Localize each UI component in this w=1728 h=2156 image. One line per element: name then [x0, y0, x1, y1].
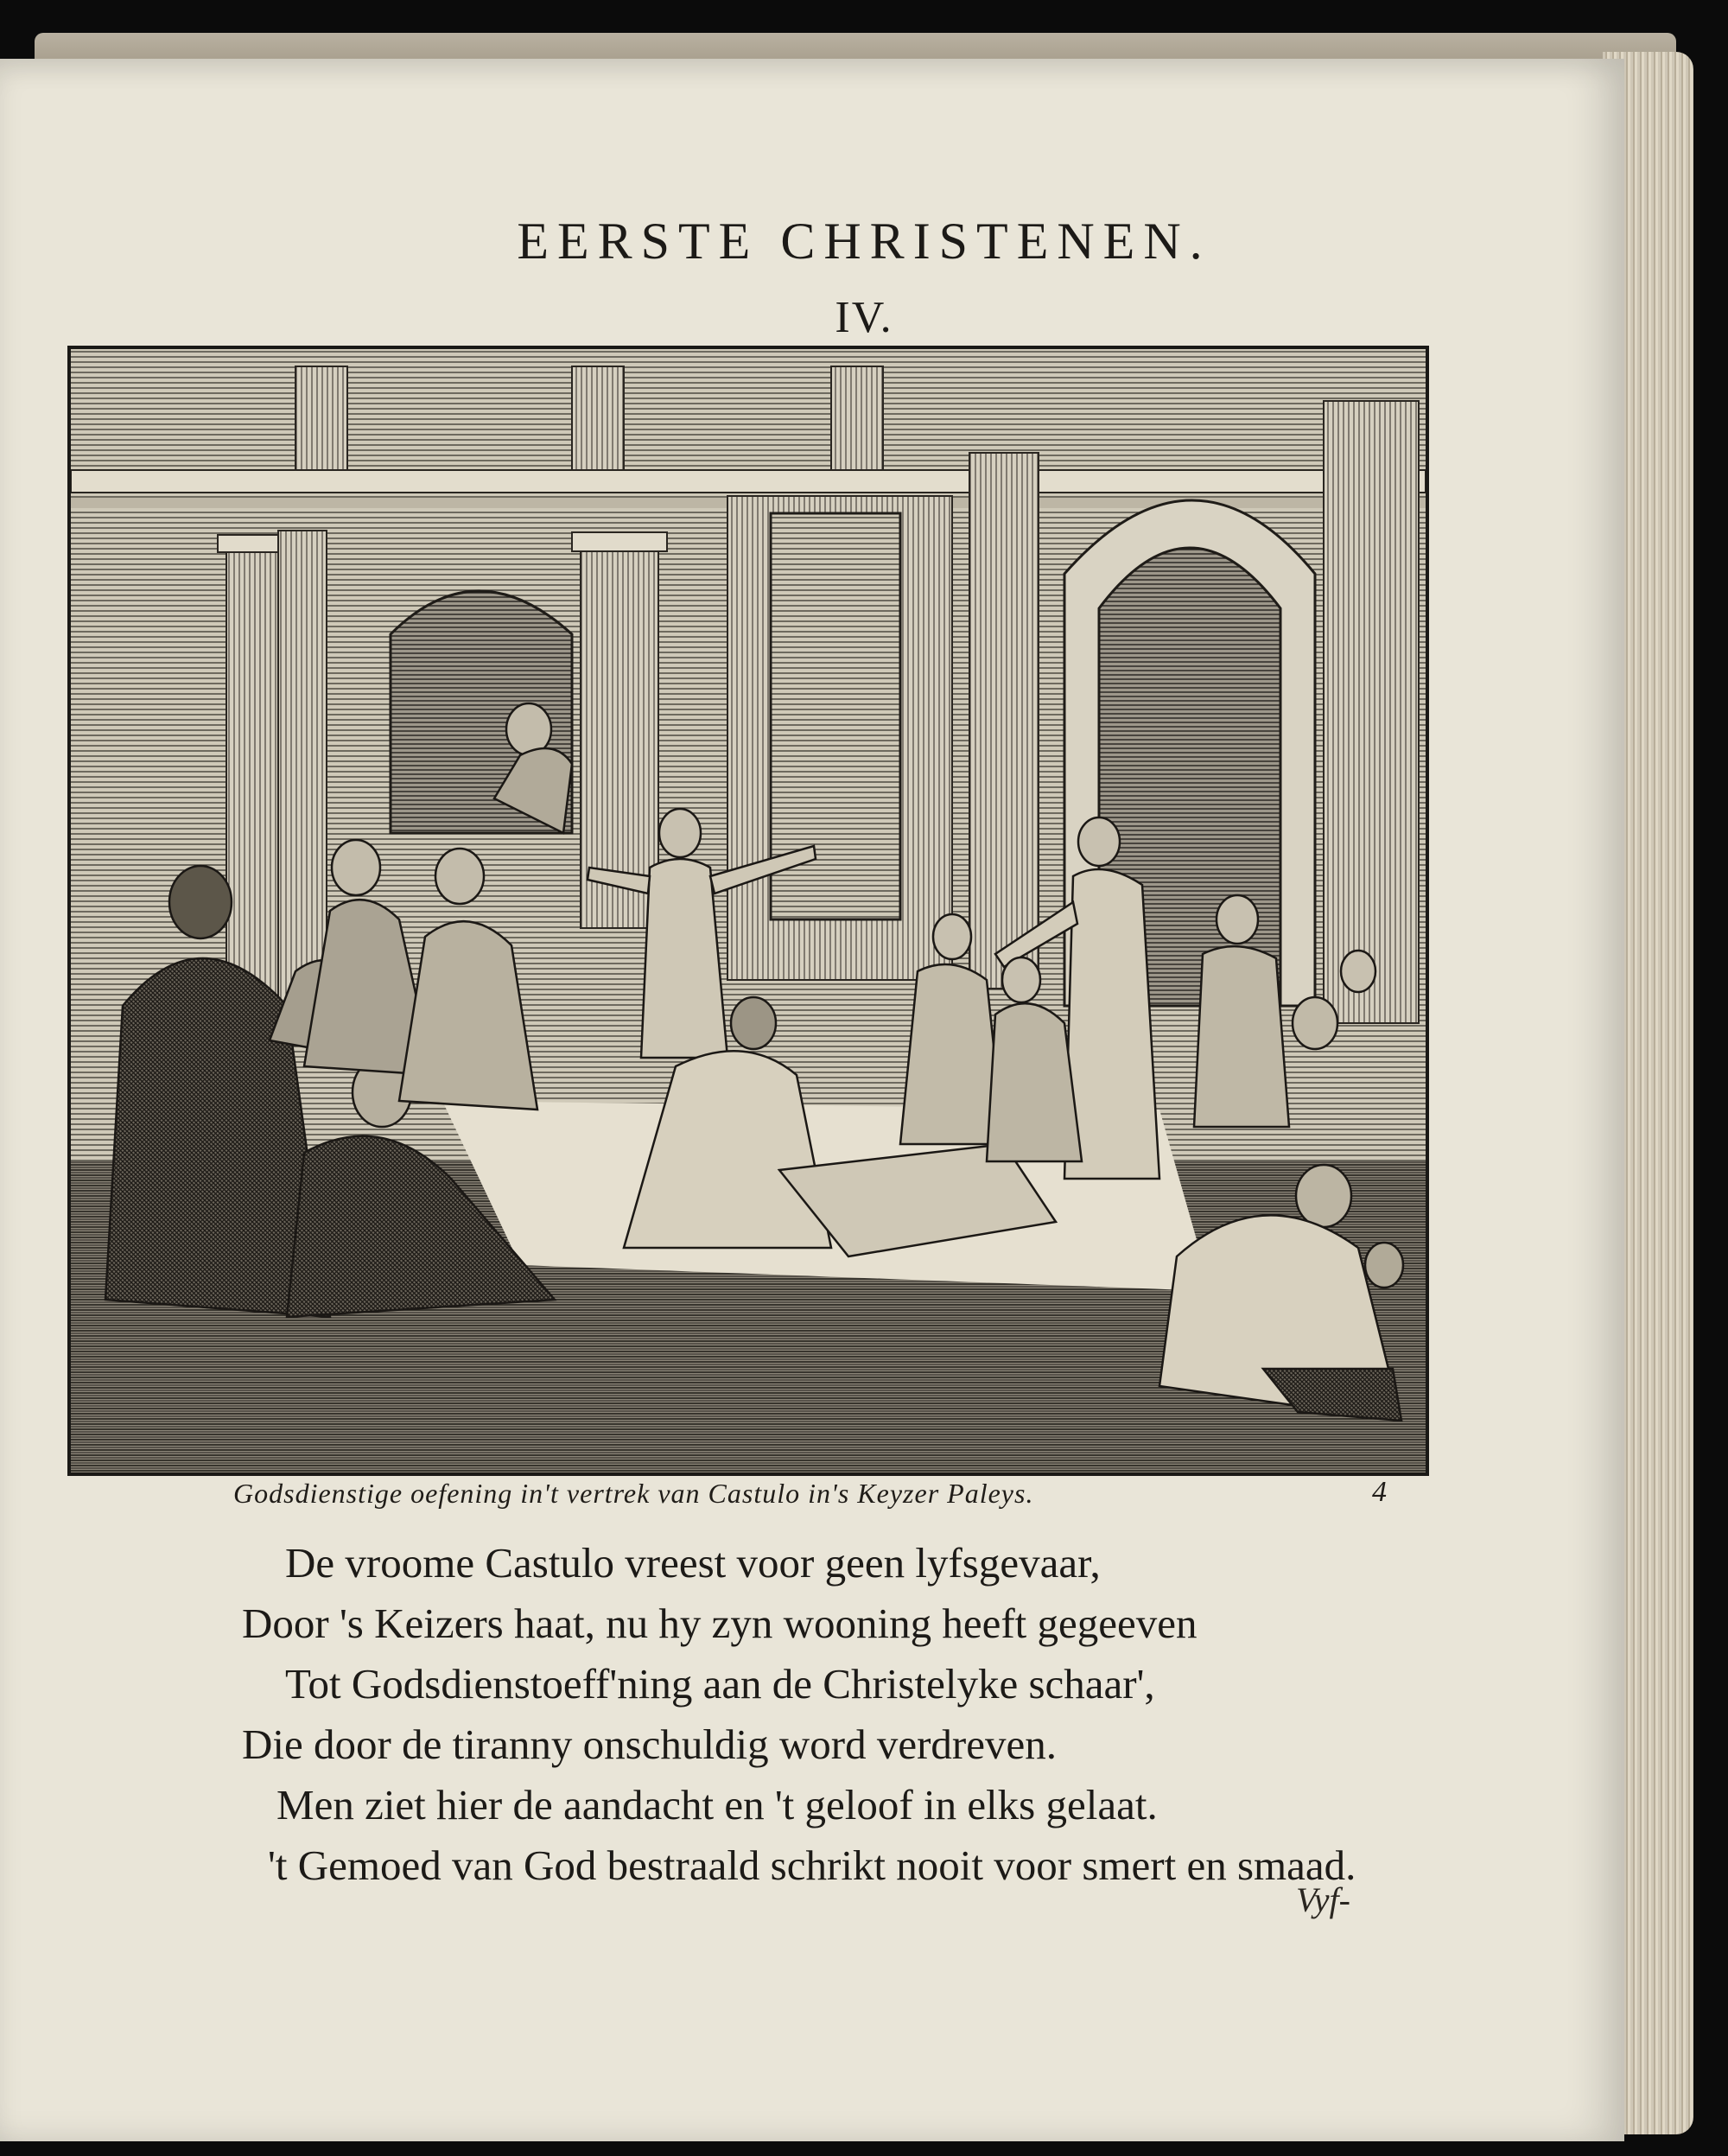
engraving-illustration [67, 346, 1429, 1476]
verse-line: Men ziet hier de aandacht en 't geloof in elks gelaat. [276, 1781, 1158, 1828]
verse-line: 't Gemoed van God bestraald schrikt nooit voor smert en smaad. [268, 1841, 1356, 1889]
running-head: EERSTE CHRISTENEN. [517, 213, 1211, 270]
verse-line: Die door de tiranny onschuldig word verdreven. [242, 1720, 1057, 1768]
plate-index: 4 [1372, 1476, 1387, 1508]
verse-line: Door 's Keizers haat, nu hy zyn wooning heeft gegeeven [242, 1600, 1198, 1647]
catchword: Vyf- [1296, 1880, 1350, 1919]
verse-line: De vroome Castulo vreest voor geen lyfsgevaar, [285, 1539, 1101, 1587]
verse-line: Tot Godsdienstoeff'ning aan de Christelyke schaar', [285, 1660, 1155, 1708]
engraving-drawing [71, 349, 1426, 1472]
engraving-caption: Godsdienstige oefening in't vertrek van Castulo in's Keyzer Paleys. [233, 1478, 1034, 1509]
plate-number: IV. [835, 293, 893, 342]
